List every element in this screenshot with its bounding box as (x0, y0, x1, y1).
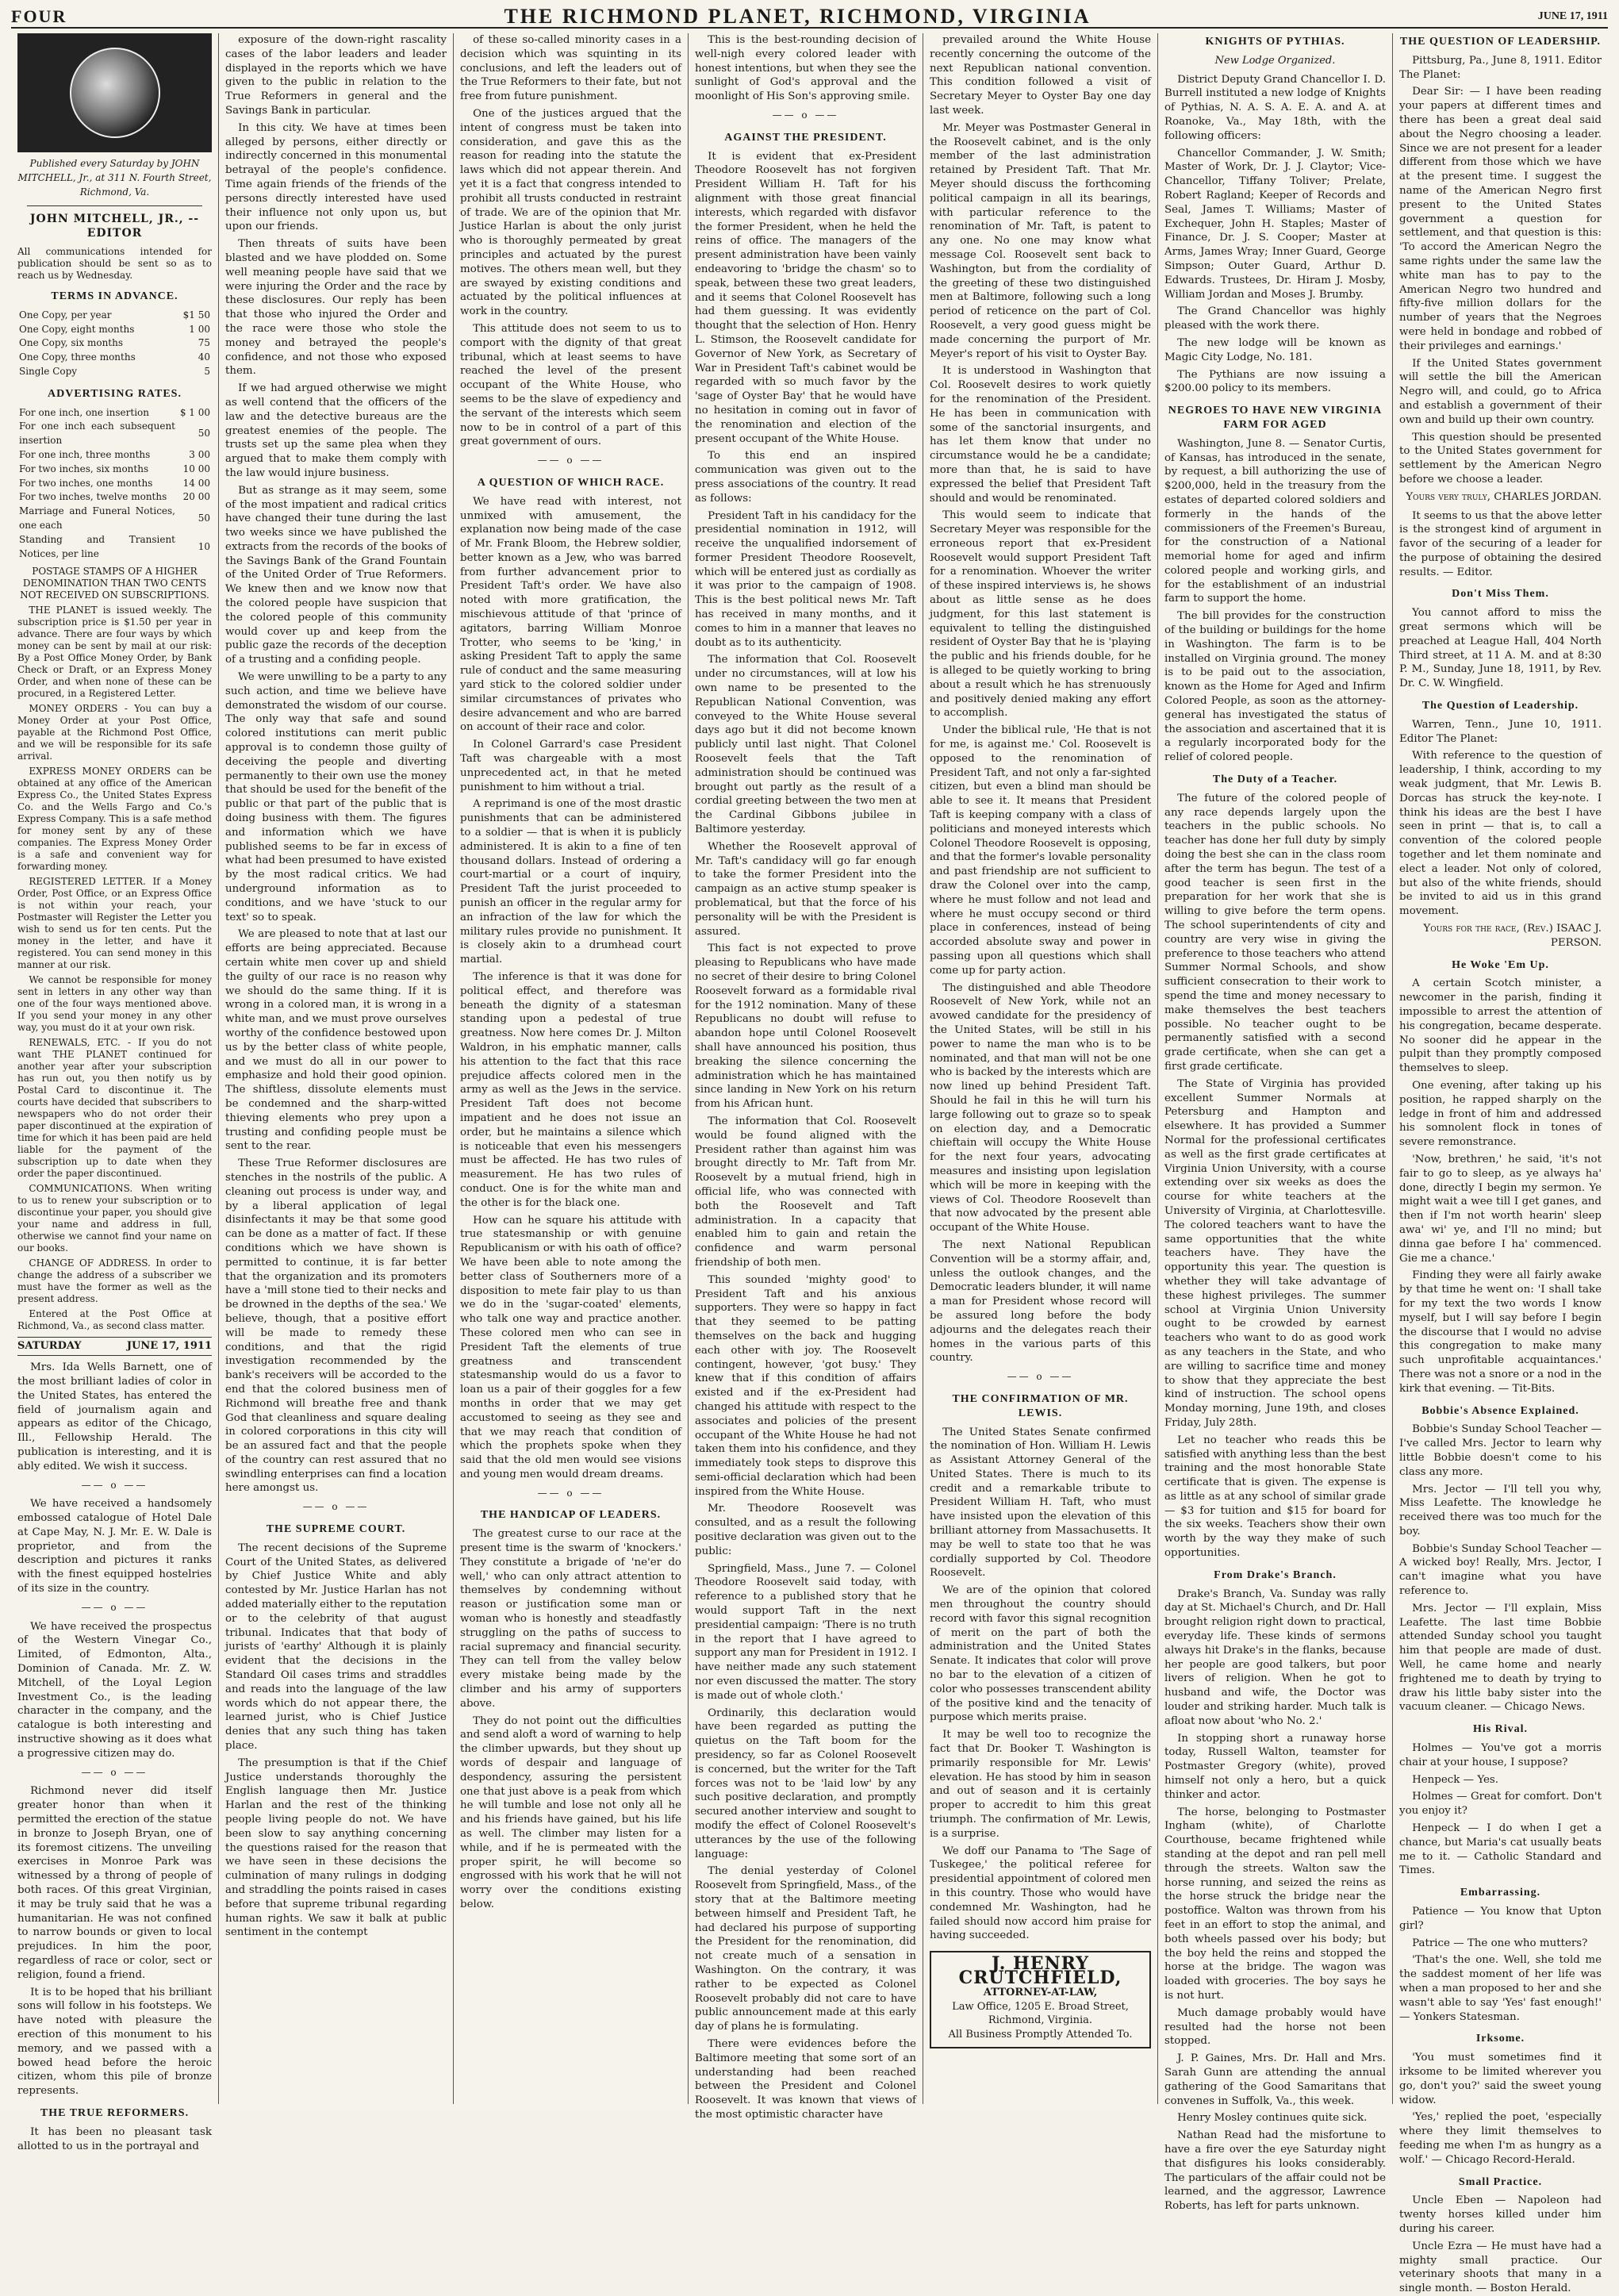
article-paragraph: The presumption is that if the Chief Justice understands thoroughly the English language then Mr. Justice Harlan and the rest of the thinking people living people do not. We have been slow to say anything concerning the questions raised for the reason that we have seen in these decisions the culmination of many rulings in dodging and straddling the points raised in cases before that supreme tribunal regarding human rights. We saw it balk at public sentiment in the contempt (225, 1757, 447, 1939)
article-paragraph: The Grand Chancellor was highly pleased with the work there. (1164, 305, 1386, 332)
ad-note: All Business Promptly Attended To. (948, 2029, 1133, 2041)
article-paragraph: The Pythians are now issuing a $200.00 policy to its members. (1164, 368, 1386, 395)
article-paragraph: This question should be presented to the United States government for settlement by the American Negro before we choose a leader. (1399, 431, 1602, 486)
article-paragraph: The information that Col. Roosevelt under no circumstances, will at low his own name to be presented to the Republican National Convention, was conveyed to the White House several days ago but it did not become known publicly until last night. That Colonel Roosevelt feels that the Taft administration should be continued was brought out partly as the result of a cordial greeting between the two men at the Cardinal Gibbons jubilee in Baltimore yesterday. (695, 654, 916, 836)
rate-label: One Copy, eight months (19, 323, 135, 335)
article-paragraph: Mrs. Jector — I'll tell you why, Miss Leafette. The knowledge he received there was too much for the boy. (1399, 1483, 1602, 1538)
article-paragraph: It is understood in Washington that Col. Roosevelt desires to work quietly for the renomination of the President. He has been in communication with some of the sanctorial insurgents, and has let them know that under no circumstance would he be a candidate; more than that, he is said to have expressed the belief that President Taft should and would be renominated. (930, 365, 1151, 505)
advertising-table (17, 406, 212, 562)
article-paragraph: 'Now, brethren,' he said, 'it's not fair to go to sleep, as ye always ha' done, directly I begin my sermon. Ye might wait a wee till I get ganes, and then if I'm not worth hearin' sleep awa' wi' ye, and I'll no mind; but dinna gae before I ha' commenced. Gie me a chance.' (1399, 1153, 1602, 1265)
rate-label: Standing and Transient Notices, per line (19, 533, 175, 559)
renewals-info: RENEWALS, ETC. - If you do not want THE PLANET continued for another year after your subscription has run out, you then notify us by Postal Card to discontinue it. The courts have decided that subscribers to newspapers who do not order their paper discontinued at the expiration of time for which it has been paid are held liable for the payment of the subscription up to date when they order the paper discontinued. (17, 1037, 212, 1180)
article-paragraph: Uncle Ezra — He must have had a mighty small practice. Our veterinary shoots that many in a single month. — Boston Herald. (1399, 2240, 1602, 2295)
rate-value: 20 00 (182, 491, 210, 503)
rate-value: $ 1 00 (179, 406, 210, 418)
rate-row (17, 490, 212, 505)
entered-notice: Entered at the Post Office at Richmond, Va., as second class matter. (17, 1308, 212, 1332)
ornament-divider: —— o —— (1007, 1371, 1074, 1383)
article-paragraph: We have received the prospectus of the Western Vinegar Co., Limited, of Edmonton, Alta., Dominion of Canada. Mr. Z. W. Mitchell, of the Loyal Legion Investment Co., is the leading character in the company, and the catalogue is both interesting and instructive showing as it does what a progressive citizen may do. (17, 1620, 212, 1760)
article-paragraph: If we had argued otherwise we might as well contend that the officers of the law and the detective bureaus are the greatest enemies of the people. The trusts set up the same plea when they argued that to make them comply with the law would injure business. (225, 382, 447, 479)
article-paragraph: The information that Col. Roosevelt would be found aligned with the President rather than against him was brought directly to Mr. Taft from Mr. Roosevelt by a mutual friend, high in official life, who was connected with both the Roosevelt and Taft administration. In a capacity that enabled him to gain and retain the confidence and warm personal friendship of both men. (695, 1115, 916, 1269)
rate-label: For one inch, one insertion (19, 406, 150, 418)
headline-dont-miss: Don't Miss Them. (1452, 588, 1549, 601)
headline-irksome: Irksome. (1475, 2033, 1525, 2045)
article-paragraph: Whether the Roosevelt approval of Mr. Taft's candidacy will go far enough to take the former President into the campaign as an active stump speaker is problematical, but that the force of his personality will be with the President is assured. (695, 840, 916, 938)
ornament-divider: —— o —— (772, 109, 839, 121)
globe-icon (70, 48, 160, 138)
article-paragraph: How can he square his attitude with true statesmanship or with genuine Republicanism or with his oath of office? We have been able to note among the better class of Southerners more of a disposition to mete fair play to us than we do in the 'sugar-coated' elements, who talk one way and practice another. These colored men who can see in President Taft the elements of true greatness and transcendent statesmanship would do us a favor to loan us a pair of their goggles for a few months in order that we may get accustomed to seeing as they see and that we may reach that condition of which the prophets spoke when they said that the old men would see visions and young men would dream dreams. (460, 1214, 681, 1480)
signature-person: Yours for the race, (Rev.) ISAAC J. PERSON. (1423, 923, 1602, 949)
advertising-heading: ADVERTISING RATES. (48, 387, 182, 400)
article-paragraph: The horse, belonging to Postmaster Ingham (white), of Charlotte Courthouse, became frightened while standing at the depot and ran pell mell through the streets. Walton saw the horse running, and seized the reins as the horse struck the bridge near the postoffice. Walton was thrown from his feet in an effort to stop the animal, and both wheels passed over his body; but the boy held the reins and stopped the horse at the bridge. The wagon was loaded with groceries. The boy says he is not hurt. (1164, 1806, 1386, 2002)
article-paragraph: It has been no pleasant task allotted to us in the portrayal and (17, 2125, 212, 2152)
rate-label: One Copy, three months (19, 351, 136, 363)
article-paragraph: Chancellor Commander, J. W. Smith; Master of Work, Dr. J. J. Claytor; Vice-Chancellor, Tiffany Toliver; Prelate, Robert Ragland; Keeper of Records and Seal, James T. Williams; Master of Exchequer, John H. Staples; Master of Finance, Dr. J. S. Cooper; Master at Arms, James Wray; Inner Guard, George Simpson; Outer Guard, Arthur D. Edwards. Trustees, Dr. Hiram J. Mosby, William Jordan and Moses J. Brumby. (1164, 147, 1386, 301)
article-paragraph: Bobbie's Sunday School Teacher — I've called Mrs. Jector to learn why little Bobbie doesn't come to his class any more. (1399, 1423, 1602, 1478)
article-paragraph: Washington, June 8. — Senator Curtis, of Kansas, has introduced in the senate, by request, a bill authorizing the use of $200,000, held in the treasury from the estates of departed colored soldiers and formerly in the hands of the commissioners of the Freemen's Bureau, for the construction of a National memorial home for aged and infirm colored people and working girls, and for the establishment of an industrial farm to support the home. (1164, 437, 1386, 605)
article-paragraph: Mrs. Ida Wells Barnett, one of the most brilliant ladies of color in the United States, has entered the field of journalism again and appears as editor of the Chicago, Ill., Fellowship Herald. The publication is interesting, and it is ably edited. We wish it success. (17, 1361, 212, 1472)
article-paragraph: A certain Scotch minister, a newcomer in the parish, finding it impossible to arrest the attention of his congregation, became desperate. No sooner did he appear in the pulpit than they promptly composed themselves to sleep. (1399, 977, 1602, 1075)
article-paragraph: If the United States government will settle the bill the American Negro will, and could, go to Africa and establish a government of their own and build up their own country. (1399, 357, 1602, 426)
communications-notice: All communications intended for publication should be sent so as to reach us by Wednesday. (17, 245, 212, 281)
rate-row (17, 309, 212, 323)
article-paragraph: Much damage probably would have resulted had the horse not been stopped. (1164, 2006, 1386, 2048)
ornament-divider: —— o —— (81, 1479, 148, 1491)
article-paragraph: It seems to us that the above letter is the strongest kind of argument in favor of the securing of a leader for the purpose of obtaining the desired results. — Editor. (1399, 509, 1602, 578)
rate-row (17, 463, 212, 477)
article-paragraph: 'That's the one. Well, she told me the saddest moment of her life was when a man proposed to her and she wasn't able to say 'Yes' fast enough!' — Yonkers Statesman. (1399, 1954, 1602, 2023)
article-paragraph: The State of Virginia has provided excellent Summer Normals at Petersburg and Hampton and elsewhere. It has provided a Summer Normal for the professional certificates as well as the first grade certificates at Virginia Union University, with a course extending over six weeks as does the course for white teachers at the University of Virginia, at Charlottesville. The colored teachers want to have the same opportunities that the white teachers have. They have the opportunity this year. The question is whether they will take advantage of these highest privileges. The summer school at Virginia Union University ought to be crowded by earnest teachers who want to do as good work as any teachers in the State, and who are willing to sacrifice time and money to show that they appreciate the best kind of instruction. The school opens Monday morning, June 19th, and closes Friday, July 28th. (1164, 1077, 1386, 1429)
rate-value: 3 00 (189, 448, 210, 460)
article-paragraph: J. P. Gaines, Mrs. Dr. Hall and Mrs. Sarah Gunn are attending the annual gathering of the Good Samaritans that convenes in Suffolk, Va., this week. (1164, 2052, 1386, 2107)
column-5 (923, 33, 1158, 2104)
headline-bobbie: Bobbie's Absence Explained. (1421, 1404, 1579, 1417)
editor-line: JOHN MITCHELL, JR., -- EDITOR (29, 213, 200, 240)
communications-info: COMMUNICATIONS. When writing to us to renew your subscription or to discontinue your paper, you should give your name and address in full, otherwise we cannot find your name on our books. (17, 1183, 212, 1254)
headline-handicap: THE HANDICAP OF LEADERS. (480, 1509, 662, 1522)
article-paragraph: Richmond never did itself greater honor than when it permitted the erection of the statue in bronze to Joseph Bryan, one of its foremost citizens. The unveiling exercises in Monroe Park was witnessed by a throng of people of both races. Of this great Virginian, it may be truly said that he was a humanitarian. He was not confined to narrow bounds or given to local prejudices. In him the poor, regardless of race or color, sect or religion, found a friend. (17, 1785, 212, 1981)
rate-row (17, 533, 212, 562)
article-paragraph: Drake's Branch, Va. Sunday was rally day at St. Michael's Church, and Dr. Hall brought religion right down to practical, everyday life. These kinds of sermons always hit Drake's in the flanks, because her people are good talkers, but poor livers of religion. When he got to husband and wife, the Doctor was louder and striking harder. Much talk is afloat now about 'who No. 2.' (1164, 1588, 1386, 1727)
ad-city: Richmond, Virginia. (988, 2014, 1093, 2027)
article-paragraph: 'Yes,' replied the poet, 'especially where they limit themselves to feeding me when I'm as hungry as a wolf.' — Chicago Record-Herald. (1399, 2111, 1602, 2166)
rate-row (17, 505, 212, 533)
rate-value: 14 00 (182, 477, 210, 489)
headline-knights-pythias: KNIGHTS OF PYTHIAS. (1205, 36, 1345, 48)
column-2 (219, 33, 454, 2104)
headline-question-leadership-2: The Question of Leadership. (1421, 700, 1579, 712)
ornament-divider: —— o —— (302, 1501, 370, 1513)
ad-title: ATTORNEY-AT-LAW, (983, 1986, 1098, 1998)
ornament-divider: —— o —— (81, 1766, 148, 1778)
rate-label: For two inches, one months (19, 477, 153, 489)
headline-which-race: A QUESTION OF WHICH RACE. (477, 476, 665, 489)
article-paragraph: Henry Mosley continues quite sick. (1177, 2112, 1368, 2125)
article-paragraph: Bobbie's Sunday School Teacher — A wicked boy! Really, Mrs. Jector, I can't imagine what you have reference to. (1399, 1542, 1602, 1598)
dateline (17, 1337, 212, 1356)
article-paragraph: Under the biblical rule, 'He that is not for me, is against me.' Col. Roosevelt is opposed to the renomination of President Taft, and not only a far-sighted citizen, but even a blind man should be able to see it. It means that President Taft is keeping company with a class of politicians and moneyed interests which Colonel Theodore Roosevelt is opposing, and that the former's lovable personality and past friendship are not sufficient to draw the Colonel over into the camp, where he must follow and not lead and where he must occupy second or third place in conferences, instead of being accorded absolute sway and power in passing upon all questions which shall come up for party action. (930, 724, 1151, 977)
article-paragraph: Henpeck — I do when I get a chance, but Maria's cat usually beats me to it. — Catholic Standard and Times. (1399, 1822, 1602, 1877)
article-paragraph: We are pleased to note that at last our efforts are being appreciated. Because certain white men cover up and shield the guilty of our race is no reason why we should do the same thing. If it is wrong in a colored man, it is wrong in a white man, and we must prove ourselves worthy of the confidence bestowed upon us by the better class of white people, and we must do all in our power to emphasize and hold their good opinion. The shiftless, dissolute elements must be condemned and the sharp-witted thieving elements who prey upon a trusting and confiding people must be sent to the rear. (225, 928, 447, 1153)
rate-label: Single Copy (19, 365, 78, 377)
rate-label: For two inches, six months (19, 463, 149, 474)
article-paragraph: In Colonel Garrard's case President Taft was chargeable with a most unprecedented act, in that he meted punishment to him without a trial. (460, 739, 681, 793)
article-paragraph: Patience — You know that Upton girl? (1399, 1906, 1602, 1932)
ad-name: J. HENRY CRUTCHFIELD, (958, 1953, 1122, 1988)
article-paragraph: We have received a handsomely embossed catalogue of Hotel Dale at Cape May, N. J. Mr. E. W. Dale is proprietor, and from the description and pictures it ranks with the finest equipped hostelries of its size in the country. (17, 1498, 212, 1595)
rate-label: For two inches, twelve months (19, 491, 167, 503)
article-paragraph: Uncle Eben — Napoleon had twenty horses killed under him during his career. (1399, 2194, 1602, 2235)
dateline-day: SATURDAY (17, 1340, 82, 1353)
article-paragraph: A reprimand is one of the most drastic punishments that can be administered to a soldier — that is when it is publicly administered. It is akin to a fine of ten thousand dollars. Instead of ordering a court-martial or a court of inquiry, President Taft the jurist proceeded to punish an officer in the regular army for an infraction of the law for which the military rules provide no punishment. It is closely akin to a drumhead court martial. (460, 798, 681, 966)
page-number: FOUR (11, 6, 67, 26)
article-paragraph: of these so-called minority cases in a decision which was squinting in its conclusions, and left the leaders out of the True Reformers to their fate, but not free from future punishment. (460, 34, 681, 103)
article-paragraph: Mr. Theodore Roosevelt was consulted, and as a result the following positive declaration was given out to the public: (695, 1503, 916, 1557)
divider (27, 205, 202, 206)
rate-label: Marriage and Funeral Notices, one each (19, 505, 175, 531)
terms-table (17, 309, 212, 379)
ornament-divider: —— o —— (537, 455, 604, 466)
headline-drakes-branch: From Drake's Branch. (1214, 1568, 1337, 1581)
rate-label: For one inch, three months (19, 448, 151, 460)
article-paragraph: prevailed around the White House recently concerning the outcome of the next Republican national convention. This condition followed a visit of Secretary Meyer to Oyster Bay one day last week. (930, 34, 1151, 117)
article-paragraph: Then threats of suits have been blasted and we have plodded on. Some well meaning people have said that we were injuring the Order and the race by these disclosures. Our reply has been that those who injured the Order and the race were those who stole the money and betrayed the people's confidence, and not those who exposed them. (225, 238, 447, 378)
article-paragraph: Patrice — The one who mutters? (1412, 1937, 1588, 1949)
headline-woke-em-up: He Woke 'Em Up. (1452, 958, 1549, 971)
article-paragraph: Henpeck — Yes. (1412, 1773, 1499, 1786)
article-paragraph: Dear Sir: — I have been reading your papers at different times and there has been a great deal said about the Negro choosing a leader. Since we are not present for a leader different from those which we have at the present time. I suggest the name of the American Negro first present to the United States government a question for settlement, and that question is this: 'To accord the American Negro the same rights under the same law the white man has to pay to the American Negro two hundred and fifty-five million dollars for the number of years that the Negroes were held in bondage and robbed of their privileges and earnings.' (1399, 86, 1602, 352)
article-paragraph: It is to be hoped that his brilliant sons will follow in his footsteps. We have noted with pleasure the erection of this monument to his memory, and we passed with a bowed head before the heroic citizen, whom this pile of bronze represents. (17, 1986, 212, 2098)
rate-row (17, 406, 212, 420)
article-paragraph: This is the best-rounding decision of well-nigh every colored leader with honest intentions, but when they see the sunlight of God's approval and the moonlight of His Son's approving smile. (695, 34, 916, 103)
subhead-new-lodge: New Lodge Organized. (1214, 54, 1336, 67)
article-paragraph: The inference is that it was done for political effect, and therefore was beneath the dignity of a statesman standing upon a pedestal of true greatness. Now here comes Dr. J. Milton Waldron, in his emphatic manner, calls his attention to the fact that this race prejudice affects colored men in the army as well as the Jews in the service. President Taft does not become impatient and he does not issue an order, but he maintains a silence which is noticeable that even his messengers must be affected. He has two rules of measurement. He has two rules of conduct. One is for the white man and the other is for the black one. (460, 971, 681, 1209)
headline-virginia-farm: NEGROES TO HAVE NEW VIRGINIA FARM FOR AGED (1168, 405, 1383, 431)
postage-notice: POSTAGE STAMPS OF A HIGHER DENOMINATION THAN TWO CENTS NOT RECEIVED ON SUBSCRIPTIONS. (20, 566, 209, 601)
article-paragraph: This attitude does not seem to us to comport with the dignity of that great tribunal, which at least seems to have reached the level of the present occupant of the White House, who seems to be the slave of expediency and the servant of the interests which seem now to be in control of a part of this great government of ours. (460, 322, 681, 448)
article-paragraph: This fact is not expected to prove pleasing to Republicans who have made no secret of their desire to bring Colonel Roosevelt forward as a formidable rival for the 1912 nomination. Many of these Republicans no doubt will refuse to abandon hope until Colonel Roosevelt shall have announced his position, thus breaking the silence concerning the administration which he has maintained since landing in New York on his return from his African hunt. (695, 943, 916, 1111)
headline-his-rival: His Rival. (1472, 1723, 1529, 1736)
article-paragraph: Holmes — Great for comfort. Don't you enjoy it? (1399, 1791, 1602, 1818)
headline-question-leadership: THE QUESTION OF LEADERSHIP. (1399, 36, 1602, 48)
article-paragraph: Finding they were all fairly awake by that time he went on: 'I shall take for my text the two words I know myself, but I will say before I begin the discourse that I would no advise this congregation to make many such unprofitable acquaintances.' There was not a snore or a nod in the kirk that evening. — Tit-Bits. (1399, 1269, 1602, 1395)
column-6 (1158, 33, 1393, 2213)
article-paragraph: The distinguished and able Theodore Roosevelt of New York, while not an avowed candidate for the presidency of the United States, will be still in his power to name the man who is to be nominated, and that man will not be one who is backed by the interests which are now lined up behind President Taft. Should he fail in this he will turn his large following out to graze so to speak on election day, and a Democratic chieftain will occupy the White House for the next four years, advocating measures and insisting upon legislation which will be more in keeping with the views of Col. Theodore Roosevelt than that now advocated by the present able occupant of the White House. (930, 981, 1151, 1234)
rate-row (17, 351, 212, 365)
crutchfield-advertisement (930, 1951, 1151, 2048)
rate-value: 75 (198, 337, 210, 349)
article-paragraph: Mr. Meyer was Postmaster General in the Roosevelt cabinet, and is the only member of the last administration retained by President Taft. That Mr. Meyer should discuss the forthcoming political campaign in all its bearings, with particular reference to the renomination of Mr. Taft, is patent to any one. No one may know what message Col. Roosevelt sent back to Washington, but from the cordiality of the greeting of these two distinguished men at Baltimore, following such a long period of reticence on the part of Col. Roosevelt, a very good guess might be made concerning the purport of Mr. Meyer's report of his visit to Oyster Bay. (930, 121, 1151, 360)
article-paragraph: You cannot afford to miss the great sermons which will be preached at League Hall, 404 North Third street, at 11 A. M. and at 8:30 P. M., Sunday, June 18, 1911, by Rev. Dr. C. W. Wingfield. (1399, 607, 1602, 690)
article-paragraph: The recent decisions of the Supreme Court of the United States, as delivered by Chief Justice White and ably contested by Mr. Justice Harlan has not added materially either to the reputation or to the celebrity of that august tribunal. Indicates that that body of jurists of 'earthy' Although it is plainly evident that the decisions in the Standard Oil cases trims and straddles and reads into the language of the law words which do not appear there, the learned jurist, who is Chief Justice denies that any such thing has taken place. (225, 1542, 447, 1753)
registered-letter-info: REGISTERED LETTER. If a Money Order, Post Office, or an Express Office is not within your reach, your Postmaster will Register the Letter you wish to send us for ten cents. Put the money in the letter, and have it registered. You can send money in this manner at our risk. (17, 876, 212, 971)
column-1 (11, 33, 219, 2152)
article-paragraph: Springfield, Mass., June 7. — Colonel Theodore Roosevelt said today, with reference to a published story that he would support Taft in the next presidential campaign: 'There is no truth in the report that I have agreed to support any man for President in 1912. I have neither made any such statement nor even discussed the matter. The story is made out of whole cloth.' (695, 1562, 916, 1702)
article-paragraph: To this end an inspired communication was given out to the press associations of the country. It read as follows: (695, 450, 916, 505)
headline-duty-teacher: The Duty of a Teacher. (1212, 774, 1338, 786)
article-paragraph: We have read with interest, not unmixed with amusement, the explanation now being made of the case of Mr. Frank Bloom, the Hebrew soldier, better known as a Jew, who was barred from further advancement prior to President Taft's order. We have also noted with more gratification, the mischievous attitude of that 'prince of agitators, barring William Monroe Trotter, who seems to be 'king,' in asking President Taft to apply the same rule of conduct and the same measuring yard stick to the colored soldier under similar circumstances of privates who desire advancement and who are barred on account of their race and color. (460, 495, 681, 734)
rate-row (17, 448, 212, 463)
article-paragraph: They do not point out the difficulties and send aloft a word of warning to help the climber upwards, but they shout up words of despair and language of despondency, assuring the persistent one that just above is a peak from which he will tumble and lose not only all he and his friends have gained, but his life as well. The climber may listen for a while, and if he is permeated with the proper spirit, he will become so engrossed with his work that he will not worry over the conditions existing below. (460, 1714, 681, 1910)
rate-value: 5 (204, 365, 210, 377)
rate-value: $1 50 (182, 309, 210, 321)
article-paragraph: Ordinarily, this declaration would have been regarded as putting the quietus on the Taft boom for the presidency, so far as Colonel Roosevelt is concerned, but the writer for the Taft forces was not to be 'laid low' by any such positive declaration, and promptly secured another interview and sought to modify the effect of Colonel Roosevelt's utterances by the use of the following language: (695, 1707, 916, 1860)
rate-label: One Copy, six months (19, 337, 124, 349)
masthead (11, 6, 1608, 29)
article-paragraph: We were unwilling to be a party to any such action, and time we believe have demonstrated the wisdom of our course. The only way that safe and sound colored institutions can merit public approval is to condemn those guilty of deceiving the people and diverting permanently to their own use the money that should be used for the benefit of the public or that part of the public that is doing business with them. The figures and information which we have published seems to be far in excess of what had been presumed to have existed by the most radical critics. We had underground information as to conditions, and we have 'stuck to our text' so to speak. (225, 671, 447, 923)
newspaper-title: THE RICHMOND PLANET, RICHMOND, VIRGINIA (504, 5, 1091, 28)
article-paragraph: We doff our Panama to 'The Sage of Tuskegee,' the political referee for presidential appointment of colored men in this country. Those who would have condemned Mr. Washington, had he failed should now accord him praise for having succeeded. (930, 1845, 1151, 1942)
money-orders-info: MONEY ORDERS - You can buy a Money Order at your Post Office, payable at the Richmond Post Office, and we will be responsible for its safe arrival. (17, 703, 212, 762)
article-paragraph: In stopping short a runaway horse today, Russell Walton, teamster for Postmaster Gregory (white), proved himself not only a hero, but a quick thinker and actor. (1164, 1732, 1386, 1801)
article-paragraph: The new lodge will be known as Magic City Lodge, No. 181. (1164, 336, 1386, 363)
article-paragraph: President Taft in his candidacy for the presidential nomination in 1912, will receive the unqualified indorsement of former President Theodore Roosevelt, which will be entered just as cordially as it was prior to the campaign of 1908. This is the best political news Mr. Taft has received in many months, and it comes to him in a manner that leaves no doubt as to its authenticity. (695, 509, 916, 649)
rate-row (17, 365, 212, 379)
article-paragraph: The denial yesterday of Colonel Roosevelt from Springfield, Mass., of the story that at the Baltimore meeting between himself and President Taft, he had declared his purpose of supporting the President for the renomination, did not create much of a sensation in Washington. On the contrary, it was rather to be expected as Colonel Roosevelt probably did not care to have public announcement made at this early day of plans he is formulating. (695, 1865, 916, 2033)
headline-supreme-court: THE SUPREME COURT. (266, 1523, 406, 1536)
article-paragraph: It may be well too to recognize the fact that Dr. Booker T. Washington is primarily responsible for Mr. Lewis' elevation. He has stood by him in season and out of season and it is certainly proper to accredit to him this great triumph. The confirmation of Mr. Lewis, is a surprise. (930, 1729, 1151, 1840)
article-paragraph: The United States Senate confirmed the nomination of Hon. William H. Lewis as Assistant Attorney General of the United States. There is much to its credit and a remarkable tribute to President William H. Taft, who must have insisted upon the elevation of this brilliant attorney from Massachusetts. It may be well to state too that he was cordially supported by Col. Theodore Roosevelt. (930, 1426, 1151, 1580)
article-paragraph: In this city. We have at times been alleged by persons, either directly or indirectly concerned in this monumental betrayal of the people's confidence. Time again friends of the friends of the persons directly interested have used their influence not only upon us, but upon our friends. (225, 121, 447, 233)
article-paragraph: exposure of the down-right rascality cases of the labor leaders and leader displayed in the reports which we have given to the public in relation to the True Reformers in general and the Savings Bank in particular. (225, 34, 447, 117)
subscription-info: THE PLANET is issued weekly. The subscription price is $1.50 per year in advance. There are four ways by which money can be sent by mail at our risk: By a Post Office Money Order, by Bank Check or Draft, or an Express Money Order, and when none of these can be procured, in a Registered Letter. (17, 605, 212, 700)
article-paragraph: With reference to the question of leadership, I think, according to my weak judgment, that Mr. Lewis B. Dorcas has struck the key-note. I think his ideas are the best I have seen in print — that is, to call a convention of the colored people together and let them nominate and elect a leader. Not only of colored, but also of the white friends, should be invited to aid us in this grand movement. (1399, 750, 1602, 918)
column-3 (454, 33, 689, 2104)
column-4 (689, 33, 923, 2121)
columns (11, 33, 1608, 2295)
article-paragraph: 'You must sometimes find it irksome to be limited wherever you go, don't you?' said the sweet young widow. (1399, 2052, 1602, 2106)
article-paragraph: The bill provides for the construction of the building or buildings for the home in Washington. The farm is to be installed on Virginia ground. The money is to be paid out to the association, known as the Home for Aged and Infirm Colored People, as soon as the attorney-general has investigated the status of the association and ascertained that it is a regularly incorporated body for the relief of colored people. (1164, 610, 1386, 764)
article-paragraph: But as strange as it may seem, some of the most impatient and radical critics have changed their tune during the last two weeks since we have published the extracts from the records of the books of the Savings Bank of the Grand Fountain of the United Order of True Reformers. We knew then and we know now that the colored people have suspicion that the colored people of this community would cover up and keep from the public gaze the records of the deception of a trusting and a confiding people. (225, 484, 447, 666)
article-paragraph: One evening, after taking up his position, he rapped sharply on the ledge in front of him and addressed his somnolent flock in tones of severe remonstrance. (1399, 1079, 1602, 1149)
article-paragraph: Nathan Read had the misfortune to have a fire over the eye Saturday night that disfigures his looks considerably. The particulars of the affair could not be learned, and the aggressor, Lawrence Roberts, has left for parts unknown. (1164, 2129, 1386, 2213)
planet-logo (17, 33, 212, 152)
rate-value: 50 (198, 513, 210, 524)
ornament-divider: —— o —— (81, 1601, 148, 1613)
headline-true-reformers: THE TRUE REFORMERS. (40, 2106, 190, 2119)
article-paragraph: District Deputy Grand Chancellor I. D. Burrell instituted a new lodge of Knights of Pythias, N. A. S. A. E. A. and A. at Roanoke, Va., May 18th, with the following officers: (1164, 73, 1386, 142)
column-7 (1393, 33, 1608, 2295)
rate-label: For one inch each subsequent insertion (19, 420, 175, 447)
rate-value: 10 (198, 540, 210, 552)
article-paragraph: Pittsburg, Pa., June 8, 1911. Editor The Planet: (1399, 54, 1602, 81)
article-paragraph: One of the justices argued that the intent of congress must be taken into consideration, and gave this as the reason for reading into the statute the laws which did not appear therein. And yet it is a fact that congress intended to prohibit all trusts conducted in restraint of trade. We are of the opinion that Mr. Justice Harlan is about the only jurist who is thoroughly permeated by great principles and actuated by the purest motives. The others mean well, but they are swayed by existing conditions and actuated by the political influences at work in the country. (460, 107, 681, 318)
article-paragraph: We are of the opinion that colored men throughout the country should record with favor this signal recognition of merit on the part of both the administration and the United States Senate. It indicates that color will prove no bar to the elevation of a citizen of color who possesses transcendent ability of the positive kind and the tenacity of purpose which merits praise. (930, 1584, 1151, 1724)
article-paragraph: It is evident that ex-President Theodore Roosevelt has not forgiven President William H. Taft for his alignment with those great financial interests, which regarded with disfavor the former President, when he held the reins of office. The managers of the present administration have been vainly endeavoring to 'bridge the chasm' so to speak, between these two great leaders, and it seems that Colonel Roosevelt has had them guessing. It was evidently thought that the selection of Hon. Henry L. Stimson, the Roosevelt candidate for Governor of New York, as Secretary of War in President Taft's cabinet would be regarded with so much favor by the 'sage of Oyster Bay' that he would have no hesitation in coming out in favor of the renomination and election of the present occupant of the White House. (695, 150, 916, 445)
express-orders-info: EXPRESS MONEY ORDERS can be obtained at any office of the American Express Co., the United States Express Co. and the Wells Fargo and Co.'s Express Company. This is a safe method for money sent by any of these companies. The Express Money Order is a safe and convenient way for forwarding money. (17, 766, 212, 873)
ad-office: Law Office, 1205 E. Broad Street, (952, 2000, 1129, 2013)
article-paragraph: This would seem to indicate that Secretary Meyer was responsible for the erroneous report that ex-President Roosevelt would support President Taft for a renomination. Whoever the writer of these inspired interviews is, he shows about as little sense as he does judgment, for this last statement is equivalent to telling the distinguished resident of Oyster Bay that he is 'playing the public and his friends double, for he is alleged to be quietly working to bring about a result which he has strenuously and positively denied making any effort to accomplish. (930, 509, 1151, 720)
article-paragraph: These True Reformer disclosures are stenches in the nostrils of the public. A cleaning out process is under way, and by a liberal application of legal disinfectants it may be that some good can be done as a matter of fact. If these conditions which we have shown is permitted to continue, it is far better that the organization and its promoters have a 'mill stone tied to their necks and be drowned in the depths of the sea.' We believe, though, that a positive effort will be made to remedy these conditions, and that the rigid investigation recommended by the bank's receivers will be accorded to the end that the colored business men of Richmond will breathe free and thank God that cleanliness and square dealing in colored corporations in this city will be an assured fact and that the people of the country can rest assured that no swindling enterprises can find a location here amongst us. (225, 1158, 447, 1495)
rate-value: 50 (198, 428, 210, 440)
rate-row (17, 477, 212, 491)
article-paragraph: The next National Republican Convention will be a stormy affair, and, unless the outlook changes, and the Democratic leaders blunder, it will name a man for President whose record will be assured long before the body adjourns and the delegates reach their homes in the various parts of this country. (930, 1238, 1151, 1365)
headline-confirmation-lewis: THE CONFIRMATION OF MR. LEWIS. (952, 1392, 1129, 1419)
article-paragraph: The greatest curse to our race at the present time is the swarm of 'knockers.' They constitute a brigade of 'ne'er do well,' who can only attract attention to themselves by condemning without reason or justification some man or woman who is honestly and steadfastly struggling on the paths of success to racial supremacy and financial security. They can tell from the valley below every mistake being made by the climber and his army of supporters above. (460, 1528, 681, 1710)
headline-embarrassing: Embarrassing. (1460, 1887, 1541, 1899)
article-paragraph: There were evidences before the Baltimore meeting that some sort of an understanding had been reached between the President and Colonel Roosevelt. It was known that views of the most optimistic character have (695, 2037, 916, 2121)
ornament-divider: —— o —— (537, 1487, 604, 1499)
terms-heading: TERMS IN ADVANCE. (51, 290, 178, 302)
article-paragraph: Mrs. Jector — I'll explain, Miss Leafette. The last time Bobbie attended Sunday school you taught him that people are made of dust. Well, he came home and nearly frightened me to death by trying to draw his little baby sister into the vacuum cleaner. — Chicago News. (1399, 1602, 1602, 1714)
headline-small-practice: Small Practice. (1458, 2175, 1543, 2188)
rate-row (17, 420, 212, 448)
article-paragraph: The future of the colored people of any race depends largely upon the teachers in the public schools. No teacher has done her full duty by simply doing the best she can in the class room after the term has begun. The test of a good teacher is seen first in the preparation for her work that she is willing to give before the term opens. The school superintendents of city and country are very wise in giving the preference to those teachers who attend Summer Normal Schools, and show sufficient consecration to their work to spend the time and money necessary to make themselves the best teachers possible. No teacher ought to be permanently satisfied with a second grade certificate, when she can get a first grade certificate. (1164, 792, 1386, 1073)
article-paragraph: Holmes — You've got a morris chair at your house, I suppose? (1399, 1742, 1602, 1768)
article-paragraph: Let no teacher who reads this be satisfied with anything less than the best training and the most honorable State certificate that is given. The expense is as little as at any school of similar grade — $3 for tuition and $15 for board for the six weeks. Teachers show their own worth by the way they make of such opportunities. (1164, 1434, 1387, 1560)
signature-jordan: Yours very truly, CHARLES JORDAN. (1406, 490, 1602, 503)
rate-value: 1 00 (189, 323, 210, 335)
rate-value: 10 00 (182, 463, 210, 474)
article-paragraph: This sounded 'mighty good' to President Taft and his anxious supporters. They were so happy in fact that they seemed to be patting themselves on the back and hugging each other with joy. The Roosevelt contingent, however, 'got busy.' They knew that if this condition of affairs existed and if the ex-President had changed his attitude with respect to the associates and policies of the present occupant of the White House he had not taken them into his confidence, and they immediately took steps to disprove this semi-official declaration which had been inspired from the White House. (695, 1273, 916, 1498)
rate-value: 40 (198, 351, 210, 363)
article-paragraph: Warren, Tenn., June 10, 1911. Editor The Planet: (1399, 718, 1602, 745)
masthead-date: JUNE 17, 1911 (1537, 10, 1608, 22)
rate-label: One Copy, per year (19, 309, 112, 321)
publisher-info: Published every Saturday by JOHN MITCHELL, Jr., at 311 N. Fourth Street, Richmond, Va. (17, 158, 212, 198)
dateline-date: JUNE 17, 1911 (126, 1340, 212, 1353)
change-address-info: CHANGE OF ADDRESS. In order to change the address of a subscriber we must have the former as well as the present address. (17, 1257, 212, 1305)
headline-against-president: AGAINST THE PRESIDENT. (724, 131, 887, 144)
rate-row (17, 323, 212, 337)
rate-row (17, 336, 212, 351)
responsibility-info: We cannot be responsible for money sent in letters in any other way than one of the four ways mentioned above. If you send your money in any other way, you must do it at your own risk. (17, 974, 212, 1034)
